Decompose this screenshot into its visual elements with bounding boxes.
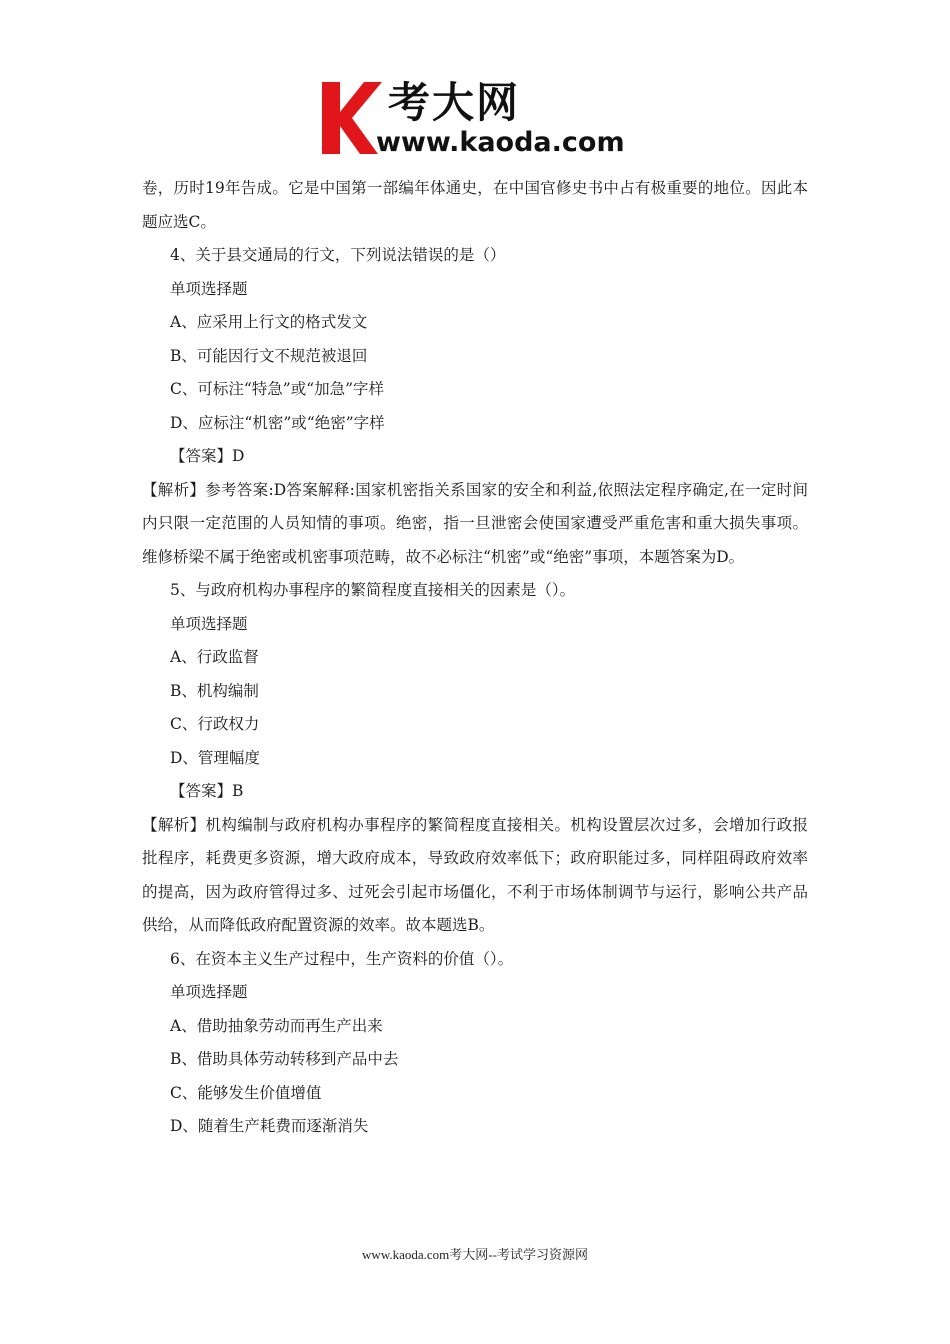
question-5-option-a: A、行政监督 [170,648,259,666]
question-4-option-a: A、应采用上行文的格式发文 [170,313,368,331]
question-6-stem: 6、在资本主义生产过程中，生产资料的价值（）。 [170,949,514,968]
question-6-type: 单项选择题 [170,983,248,1001]
question-4-option-d: D、应标注“机密”或“绝密”字样 [170,413,385,432]
question-5-answer: 【答案】B [170,782,244,800]
question-4-type: 单项选择题 [170,279,248,298]
document-body [142,172,808,1144]
question-5-option-c: C、行政权力 [170,715,260,733]
question-5-stem: 5、与政府机构办事程序的繁简程度直接相关的因素是（）。 [170,581,576,599]
question-6-option-c: C、能够发生价值增值 [170,1083,322,1102]
question-4-option-b: B、可能因行文不规范被退回 [170,346,368,365]
question-4-stem: 4、关于县交通局的行文，下列说法错误的是（） [170,246,506,264]
question-4-explanation: 【解析】参考答案:D答案解释:国家机密指关系国家的安全和利益,依照法定程序确定,在一定时间内只限一定范围的人员知情的事项。绝密，指一旦泄密会使国家遭受严重危害和重大损失事项。维修桥梁不属于绝密或机密事项范畴，故不必标注“机密”或“绝密”事项，本题答案为D。 [142,480,808,566]
question-5-explanation: 【解析】机构编制与政府机构办事程序的繁简程度直接相关。机构设置层次过多，会增加行政报批程序，耗费更多资源，增大政府成本，导致政府效率低下；政府职能过多，同样阻碍政府效率的提高，因为政府管得过多、过死会引起市场僵化，不利于市场体制调节与运行，影响公共产品供给，从而降低政府配置资源的效率。故本题选B。 [142,815,808,934]
logo-url: www.kaoda.com [376,127,625,158]
question-6-option-a: A、借助抽象劳动而再生产出来 [170,1016,383,1035]
question-5-option-b: B、机构编制 [170,681,259,700]
question-6-option-b: B、借助具体劳动转移到产品中去 [170,1050,399,1068]
question-6-option-d: D、随着生产耗费而逐渐消失 [170,1117,369,1135]
kaoda-k-logo-icon [318,78,384,158]
page-footer: www.kaoda.com考大网--考试学习资源网 [362,1247,588,1262]
site-logo [318,78,638,160]
paragraph-continuation: 卷，历时19年告成。它是中国第一部编年体通史，在中国官修史书中占有极重要的地位。因此本题应选C。 [142,179,808,231]
question-4-option-c: C、可标注“特急”或“加急”字样 [170,380,385,398]
question-5-type: 单项选择题 [170,614,248,633]
logo-title: 考大网 [388,78,521,127]
question-5-option-d: D、管理幅度 [170,748,260,767]
question-4-answer: 【答案】D [170,447,245,465]
